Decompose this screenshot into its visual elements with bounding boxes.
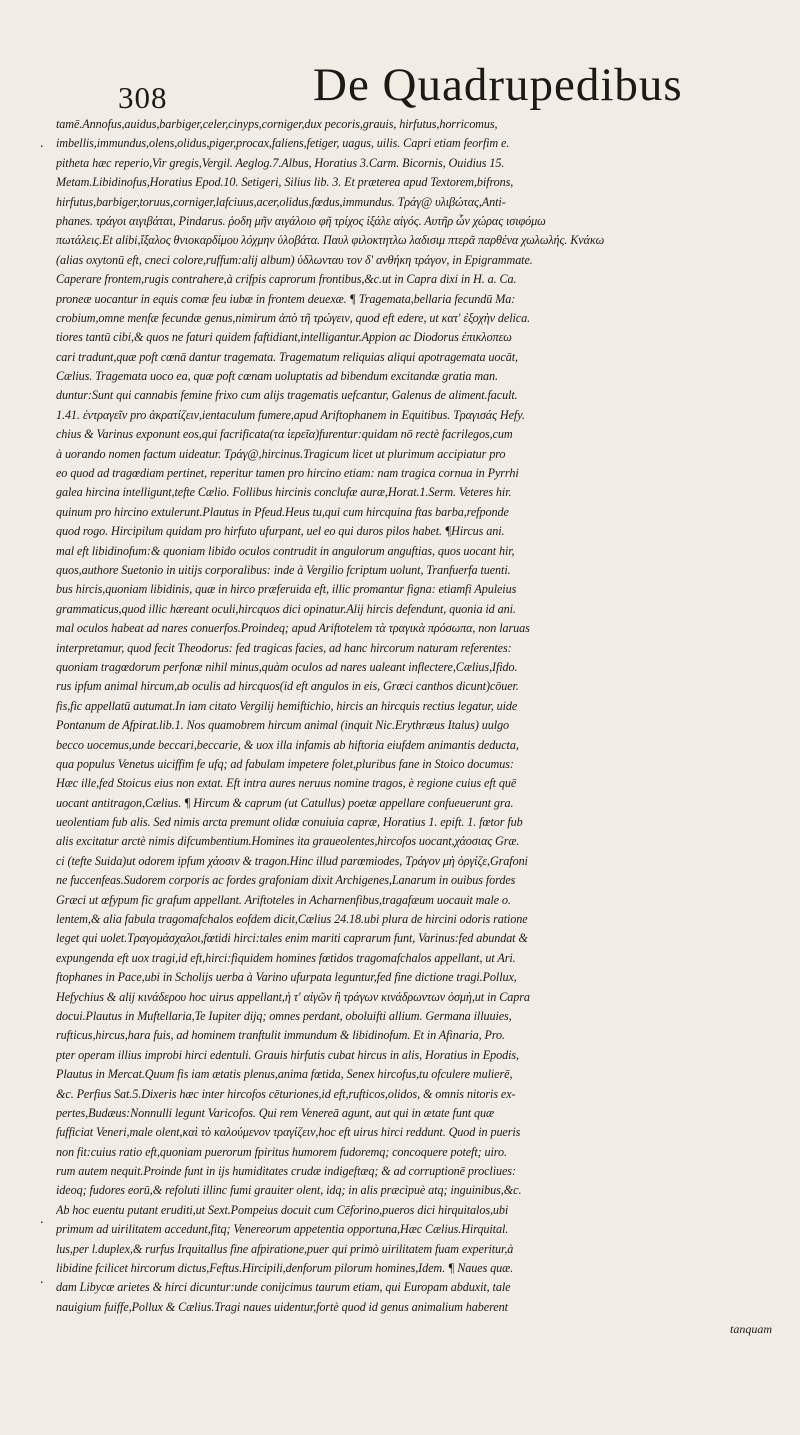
text-line: rus ipfum animal hircum,ab oculis ad hircquos(id eft angulos in eis, Græci canthos dicunt)cōuer. [56, 679, 519, 694]
text-line: non fit:cuius ratio eft,quoniam puerorum fpiritus humorem fudoremq; concoquere poteft; uiro. [56, 1144, 507, 1159]
text-line: rum autem nequit.Proinde funt in ijs humiditates crudæ indigeftæq; & ad corruptionē procliues: [56, 1164, 516, 1179]
text-line: libidine fcilicet hircorum dictus,Feftus.Hircipili,denforum pilorum homines,Idem. ¶ Naues quæ. [56, 1261, 514, 1276]
text-line: lus,per l.duplex,& rurfus Irquitallus fine afpiratione,puer qui primò uirilitatem fuam experitur,à [56, 1241, 514, 1256]
text-line: Metam.Libidinofus,Horatius Epod.10. Setigeri, Silius lib. 3. Et præterea apud Textorem,bifrons, [56, 175, 514, 190]
text-line: fufficiat Veneri,male olent,καὶ τὸ καλούμενον τραγίζειν,hoc eft uirus hirci reddunt. Quod in pueris [56, 1125, 521, 1140]
text-line: quod rogo. Hircipilum quidam pro hirfuto ufurpant, uel eo qui duros pilos habet. ¶Hircus ani. [56, 524, 505, 539]
text-line: &c. Perfius Sat.5.Dixeris hæc inter hircofos cēturiones,id eft,rufticos,olidos, & omnis nitoris ex- [56, 1086, 516, 1101]
text-line: (alias oxytonū eft, cneci colore,ruffum:alij album) ὑδλωνταυ τον δ' ανθήκη τράγον, in Epigrammate. [56, 252, 533, 267]
text-line: tiores tantū cibi,& quos ne faturi quidem faftidiant,intelligantur.Appion ac Diodorus ἐπικλοπεω [56, 330, 512, 345]
text-line: nauigium fuiffe,Pollux & Cælius.Tragi naues uidentur,fortè quod id genus animalium haberent [56, 1299, 508, 1314]
text-line: leget qui uolet.Τραγομάσχαλοι,fœtidi hirci:tales enim mariti caprarum funt, Varinus:fed abundat & [56, 931, 528, 946]
text-line: rufticus,hircus,hara fuis, ad hominem tranftulit immundum & libidinofum. Et in Afinaria, Pro. [56, 1028, 505, 1043]
text-line: quinum pro hircino extulerunt.Plautus in Pfeud.Heus tu,qui cum hircquina ftas barba,refponde [56, 504, 509, 519]
text-line: Plautus in Mercat.Quum fis iam ætatis plenus,anima fœtida, Senex hircofus,tu ofculere mulierē, [56, 1067, 513, 1082]
margin-mark: . [40, 1272, 44, 1287]
text-line: ftophanes in Pace,ubi in Scholijs uerba à Varino ufurpata leguntur,fed fine dictione tragi.Pollux, [56, 970, 517, 985]
text-line: alis excitatur arctè nimis difcumbentium.Homines ita graueolentes,hircofos uocant,χάοσιας Græ. [56, 834, 520, 849]
text-line: à uorando nomen factum uideatur. Τράγ@,hircinus.Tragicum licet ut plurimum accipiatur pro [56, 446, 506, 461]
text-line: pter operam illius improbi hirci edentuli. Grauis hirfutis cubat hircus in alis, Horatius in Epodis, [56, 1047, 519, 1062]
text-line: galea hircina intelligunt,tefte Cælio. Follibus hircinis conclufæ auræ,Horat.1.Serm. Veteres hir. [56, 485, 512, 500]
margin-mark: . [40, 136, 44, 151]
text-line: Græci ut œfypum fic grafum appellant. Ariftoteles in Acharnenfibus,tragafæum uocauit male o. [56, 892, 511, 907]
text-line: ideoq; fudores eorū,& refoluti illinc fumi grauiter olent, idq; in alis præcipuè atq; inguinibus,&c. [56, 1183, 522, 1198]
text-line: qua populus Venetus uiciffim fe ufq; ad fabulam impetere folet,pluribus fane in Stoico documus: [56, 756, 514, 771]
text-line: Hefychius & alij κινάδερου hoc uirus appellant,ἡ τ' αἰγῶν ἢ τράγων κινάδρωντων ὀσμὴ,ut in Capra [56, 989, 530, 1004]
body-text [56, 115, 796, 1317]
text-line: Caperare frontem,rugis contrahere,à crifpis caprorum frontibus,&c.ut in Capra dixi in H. a. Ca. [56, 272, 517, 287]
text-line: dam Libycæ arietes & hirci dicuntur:unde conijcimus taurum etiam, qui Europam abduxit, tale [56, 1280, 511, 1295]
text-line: pitheta hæc reperio,Vir gregis,Vergil. Aeglog.7.Albus, Horatius 3.Carm. Bicornis, Ouidius 15. [56, 155, 505, 170]
text-line: Hæc ille,fed Stoicus eius non extat. Eft intra aures neruus nomine tragos, è regione cuius eft quē [56, 776, 517, 791]
text-line: proneæ uocantur in equis comæ feu iubæ in frontem deuexæ. ¶ Tragemata,bellaria fecundū Ma: [56, 291, 516, 306]
text-line: eo quod ad tragœdiam pertinet, reperitur tamen pro hircino etiam: nam tragica cornua in Pyrrhi [56, 466, 519, 481]
text-line: crobium,omne menfæ fecundæ genus,nimirum ἀπὸ τῆ τρώγειν, quod eft edere, ut κατ' ἐξοχὴν delica. [56, 310, 531, 325]
text-line: primum ad uirilitatem accedunt,fitq; Venereorum appetentia opportuna,Hæc Cælius.Hirquital. [56, 1222, 509, 1237]
text-line: πωτάλεις.Et alibi,ἴξαλος θνιοκαρδίμου λόχμην ὑλοβάτα. Παυλ φιλοκτητλω λαδισιμ πτερᾶ παρθένα χωλωλής. Κνάκω [56, 233, 605, 248]
text-line: ueolentiam fub alis. Sed nimis arcta premunt olidæ conuiuia capræ, Horatius 1. epift. 1. fœtor fub [56, 815, 523, 830]
catchword: tanquam [730, 1322, 772, 1336]
text-line: becco uocemus,unde beccari,beccarie, & uox illa infamis ab hiftoria eiufdem animantis deducta, [56, 737, 519, 752]
text-line: tamē.Annofus,auidus,barbiger,celer,cinyps,corniger,dux pecoris,grauis, hirfutus,horricomus, [56, 117, 498, 131]
text-line: expungenda eft uox tragi,id eft,hirci:fiquidem homines fœtidos tragomafchalos appellant, ut Ari. [56, 950, 516, 965]
running-title: De Quadrupedibus [313, 59, 683, 111]
text-line: chius & Varinus exponunt eos,qui facrificata(τα ἱερεῖα)furentur:quidam nō rectè facrilegos,cum [56, 427, 513, 442]
page-header [108, 58, 780, 118]
text-line: phanes. τράγοι αιγιβάται, Pindarus. ῥοδη μῆν αιγάλοιο φῆ τρίχος ἰξάλε αἰγός. Αυτῆρ ὧν χώρας ισιφόμω [56, 213, 546, 228]
page-number: 308 [118, 80, 168, 115]
text-line: pertes,Budæus:Nonnulli legunt Varicofos. Qui rem Venereā agunt, aut qui in ætate funt quæ [56, 1105, 495, 1120]
text-line: Cælius. Tragemata uoco ea, quæ poft cœnam uoluptatis ad bibendum excitandæ gratia man. [56, 369, 498, 384]
text-line: Pontanum de Afpirat.lib.1. Nos quamobrem hircum animal (inquit Nic.Erythræus Italus) uulgo [56, 718, 509, 733]
text-line: grammaticus,quod illic hæreant oculi,hircquos dici opinatur.Alij hircis defendunt, quonia id ani. [56, 601, 516, 616]
text-line: mal eft libidinofum:& quoniam libido oculos contrudit in angulorum anguftias, quos uocant hir, [56, 543, 515, 558]
text-line: Ab hoc euentu putant eruditi,ut Sext.Pompeius docuit cum Cēforino,pueros dici hirquitalos,ubi [56, 1202, 509, 1217]
text-line: cari tradunt,quæ poft cœnā dantur tragemata. Tragematum reliquias aliqui apotragemata uocāt, [56, 349, 518, 364]
text-line: interpretamur, quod fecit Theodorus: fed tragicas facies, ad hanc hircorum naturam referentes: [56, 640, 512, 655]
text-line: ci (tefte Suida)ut odorem ipfum χάοσιν & tragon.Hinc illud parœmiodes, Τράγον μὴ ὀργίζε,Grafoni [56, 853, 528, 868]
text-line: mal oculos habeat ad nares conuerfos.Proindeq; apud Ariftotelem τὰ τραγικὰ πρόσωπα, non laruas [56, 621, 530, 636]
text-line: hirfutus,barbiger,toruus,corniger,lafciuus,acer,olidus,fœdus,immundus. Τράγ@ υλιβώτας,Anti- [56, 194, 506, 209]
text-line: ne fuccenfeas.Sudorem corporis ac fordes grafoniam dixit Archigenes,Lanarum in ouibus fordes [56, 873, 516, 888]
margin-mark: . [40, 1212, 44, 1227]
text-line: 1.41. ἐντραγεῖν pro ἀκρατίζειν,ientaculum fumere,apud Ariftophanem in Equitibus. Τραγισάς Hefy. [56, 407, 525, 422]
text-line: imbellis,immundus,olens,olidus,piger,procax,faliens,fetiger, uagus, uilis. Capri etiam feorfim e. [56, 136, 510, 151]
text-line: uocant antitragon,Cælius. ¶ Hircum & caprum (ut Catullus) poetæ appellare confueuerunt gra. [56, 795, 514, 810]
text-line: docui.Plautus in Muftellaria,Te Iupiter dijq; omnes perdant, oboluifti allium. Germana illuuies, [56, 1008, 512, 1023]
text-line: lentem,& alia fabula tragomafchalos eofdem dicit,Cælius 24.18.ubi plura de hircini odoris ratione [56, 912, 528, 927]
text-line: fis,fic appellatū autumat.In iam citato Vergilij hemiftichio, hircis an hircquis rectius legatur, uide [56, 698, 518, 713]
text-line: quos,authore Suetonio in uitijs corporalibus: inde à Vergilio fcriptum uolunt, Tranfuerfa tuenti. [56, 562, 511, 577]
text-line: quoniam tragœdorum perfonæ nihil minus,quàm oculos ad nares ualeant inflectere,Cælius,Ifido. [56, 659, 518, 674]
text-line: duntur:Sunt qui cannabis femine frixo cum alijs tragematis uefcantur, Galenus de aliment.facult. [56, 388, 518, 403]
text-line: bus hircis,quoniam libidinis, quæ in hirco præferuida eft, illic promantur figna: etiamfi Apuleius [56, 582, 517, 597]
